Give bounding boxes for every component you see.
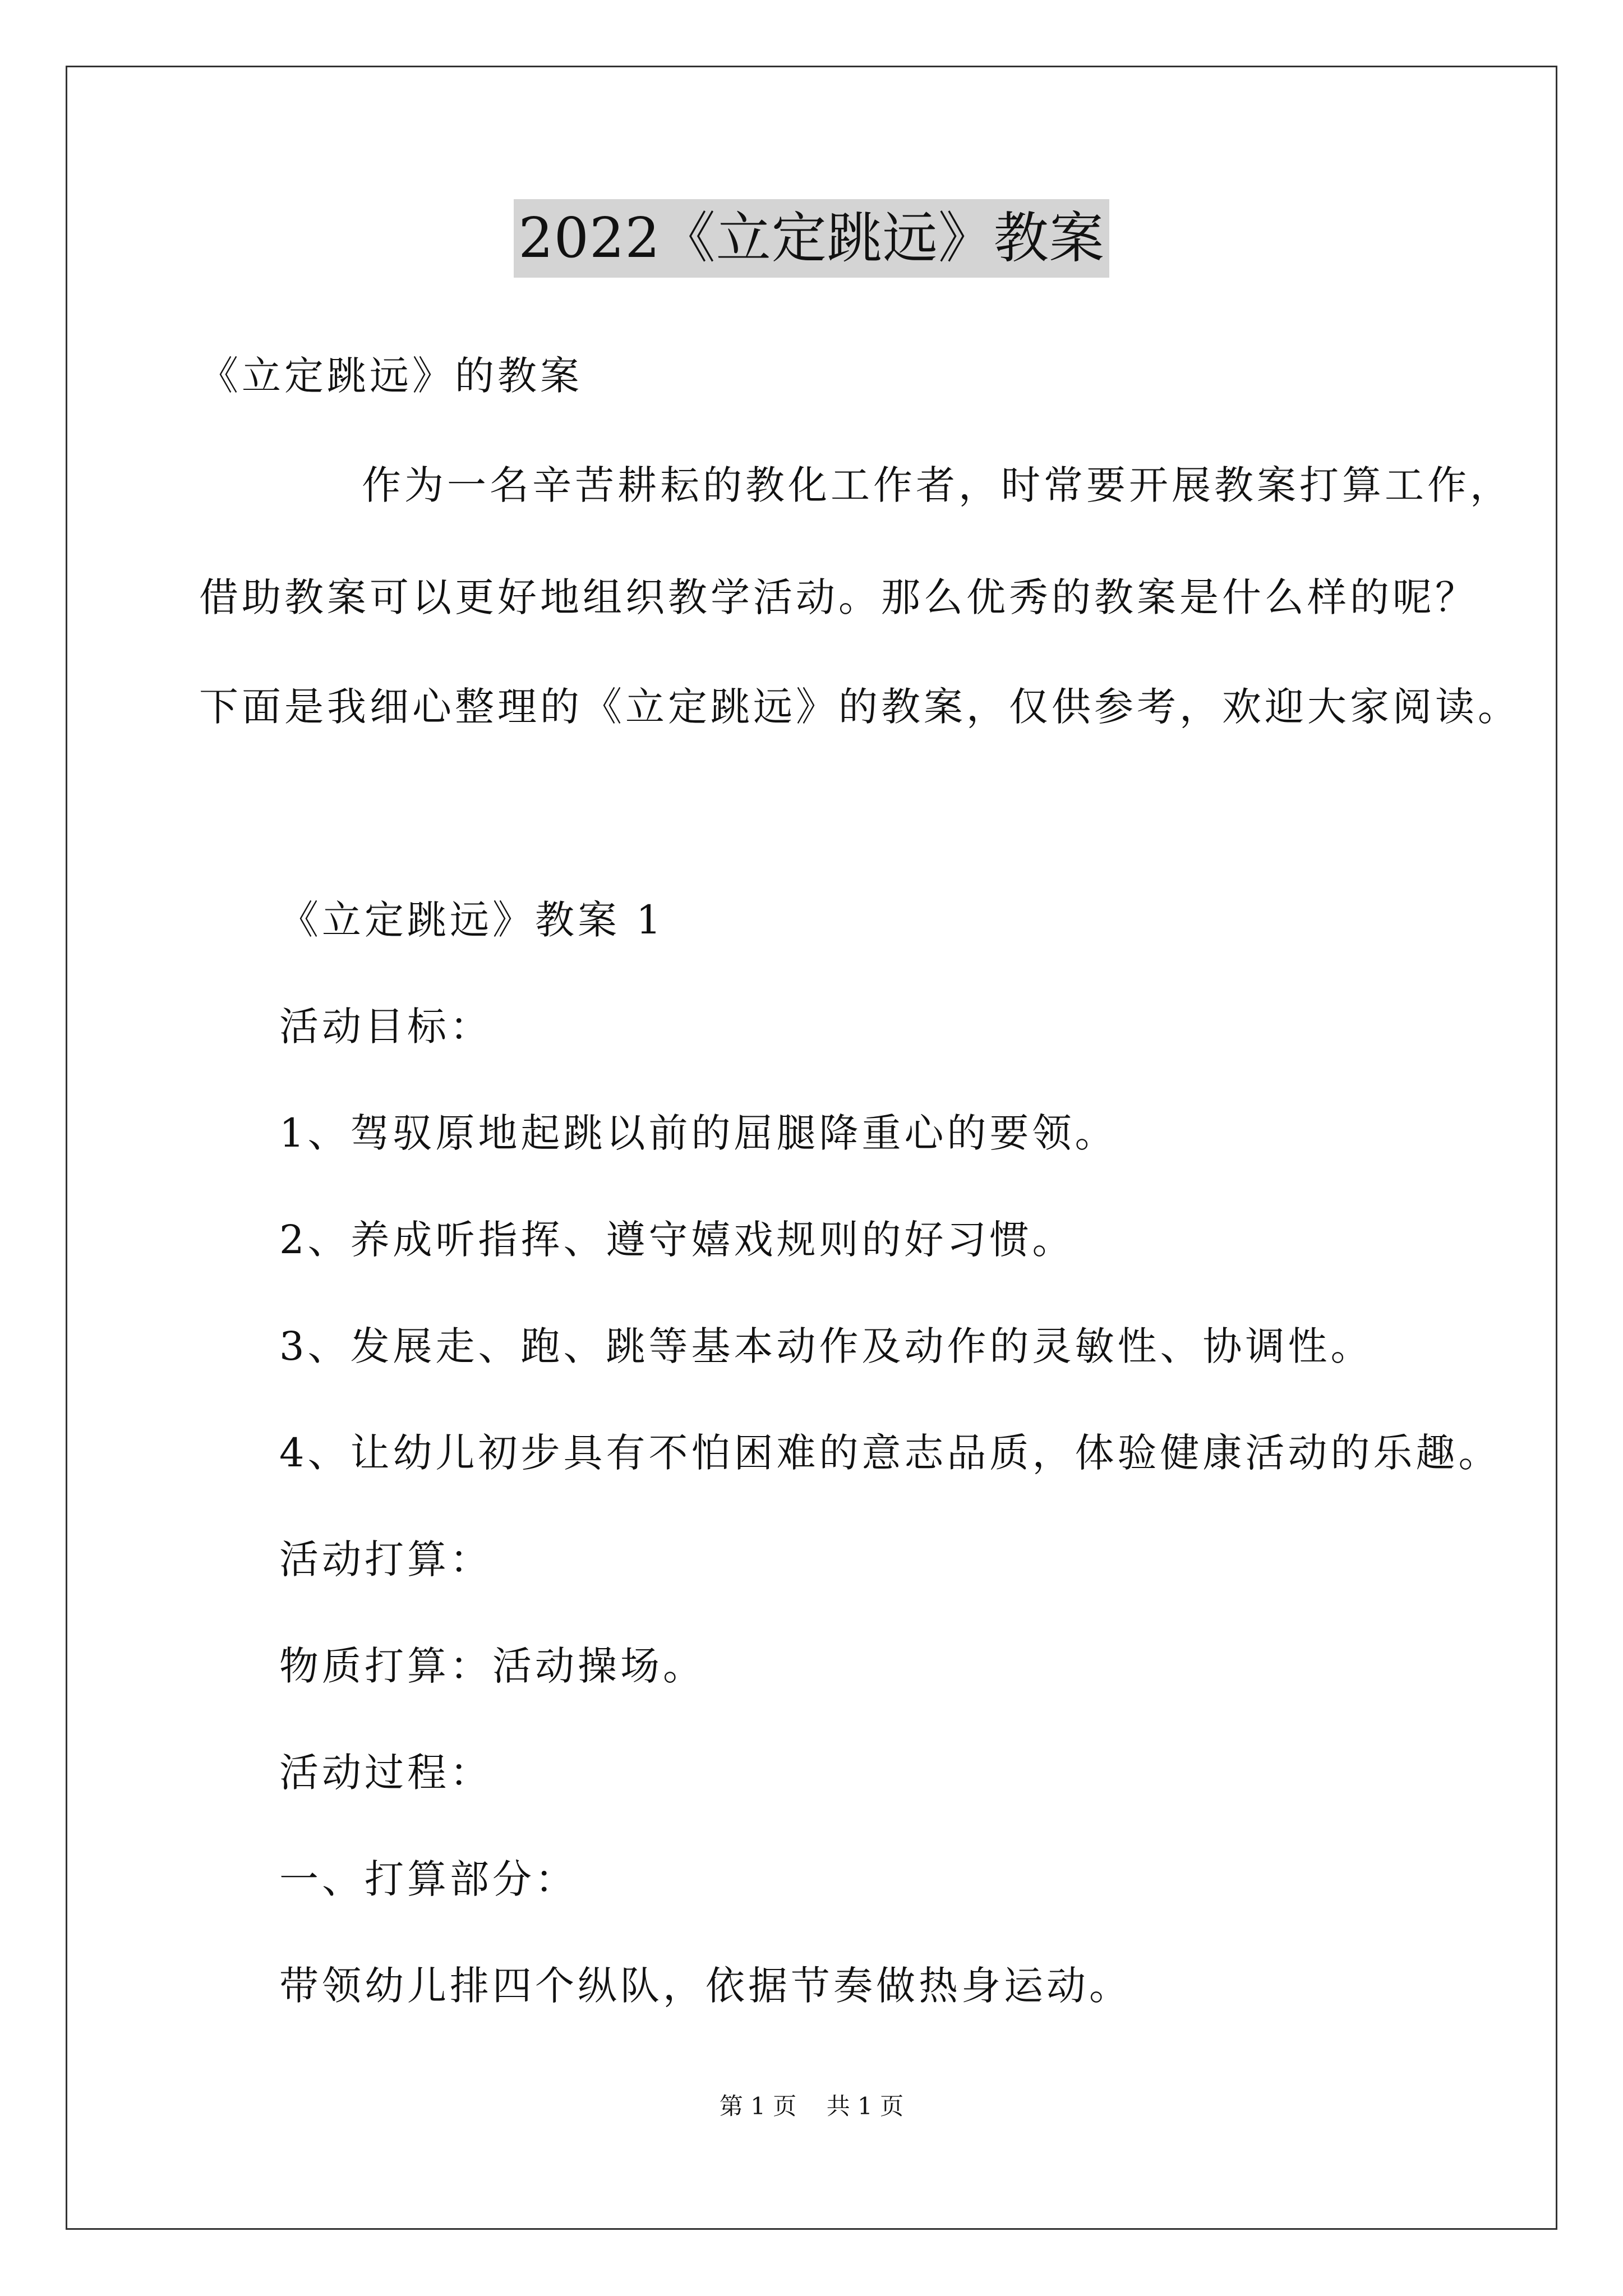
goals-heading: 活动目标： xyxy=(279,1004,492,1050)
intro-line-1: 作为一名辛苦耕耘的教化工作者，时常要开展教案打算工作， xyxy=(362,462,1513,508)
goal-item-2: 2、养成听指挥、遵守嬉戏规则的好习惯。 xyxy=(279,1217,1075,1263)
intro-line-3: 下面是我细心整理的《立定跳远》的教案，仅供参考，欢迎大家阅读。 xyxy=(199,684,1520,730)
part-one-heading: 一、打算部分： xyxy=(279,1856,578,1902)
document-title: 2022《立定跳远》教案 xyxy=(514,199,1109,278)
document-subtitle: 《立定跳远》的教案 xyxy=(199,353,583,399)
part-one-text: 带领幼儿排四个纵队，依据节奏做热身运动。 xyxy=(279,1963,1132,2009)
prep-heading: 活动打算： xyxy=(279,1536,492,1582)
page-footer: 第 1 页 共 1 页 xyxy=(719,2092,904,2120)
goal-item-4: 4、让幼儿初步具有不怕困难的意志品质，体验健康活动的乐趣。 xyxy=(279,1430,1501,1476)
prep-material: 物质打算：活动操场。 xyxy=(279,1643,706,1689)
goal-item-1: 1、驾驭原地起跳以前的屈腿降重心的要领。 xyxy=(279,1110,1118,1156)
section-heading: 《立定跳远》教案 1 xyxy=(279,897,665,943)
intro-line-2: 借助教案可以更好地组织教学活动。那么优秀的教案是什么样的呢？ xyxy=(199,574,1478,620)
goal-item-3: 3、发展走、跑、跳等基本动作及动作的灵敏性、协调性。 xyxy=(279,1323,1373,1369)
process-heading: 活动过程： xyxy=(279,1750,492,1796)
title-container xyxy=(0,199,1623,278)
